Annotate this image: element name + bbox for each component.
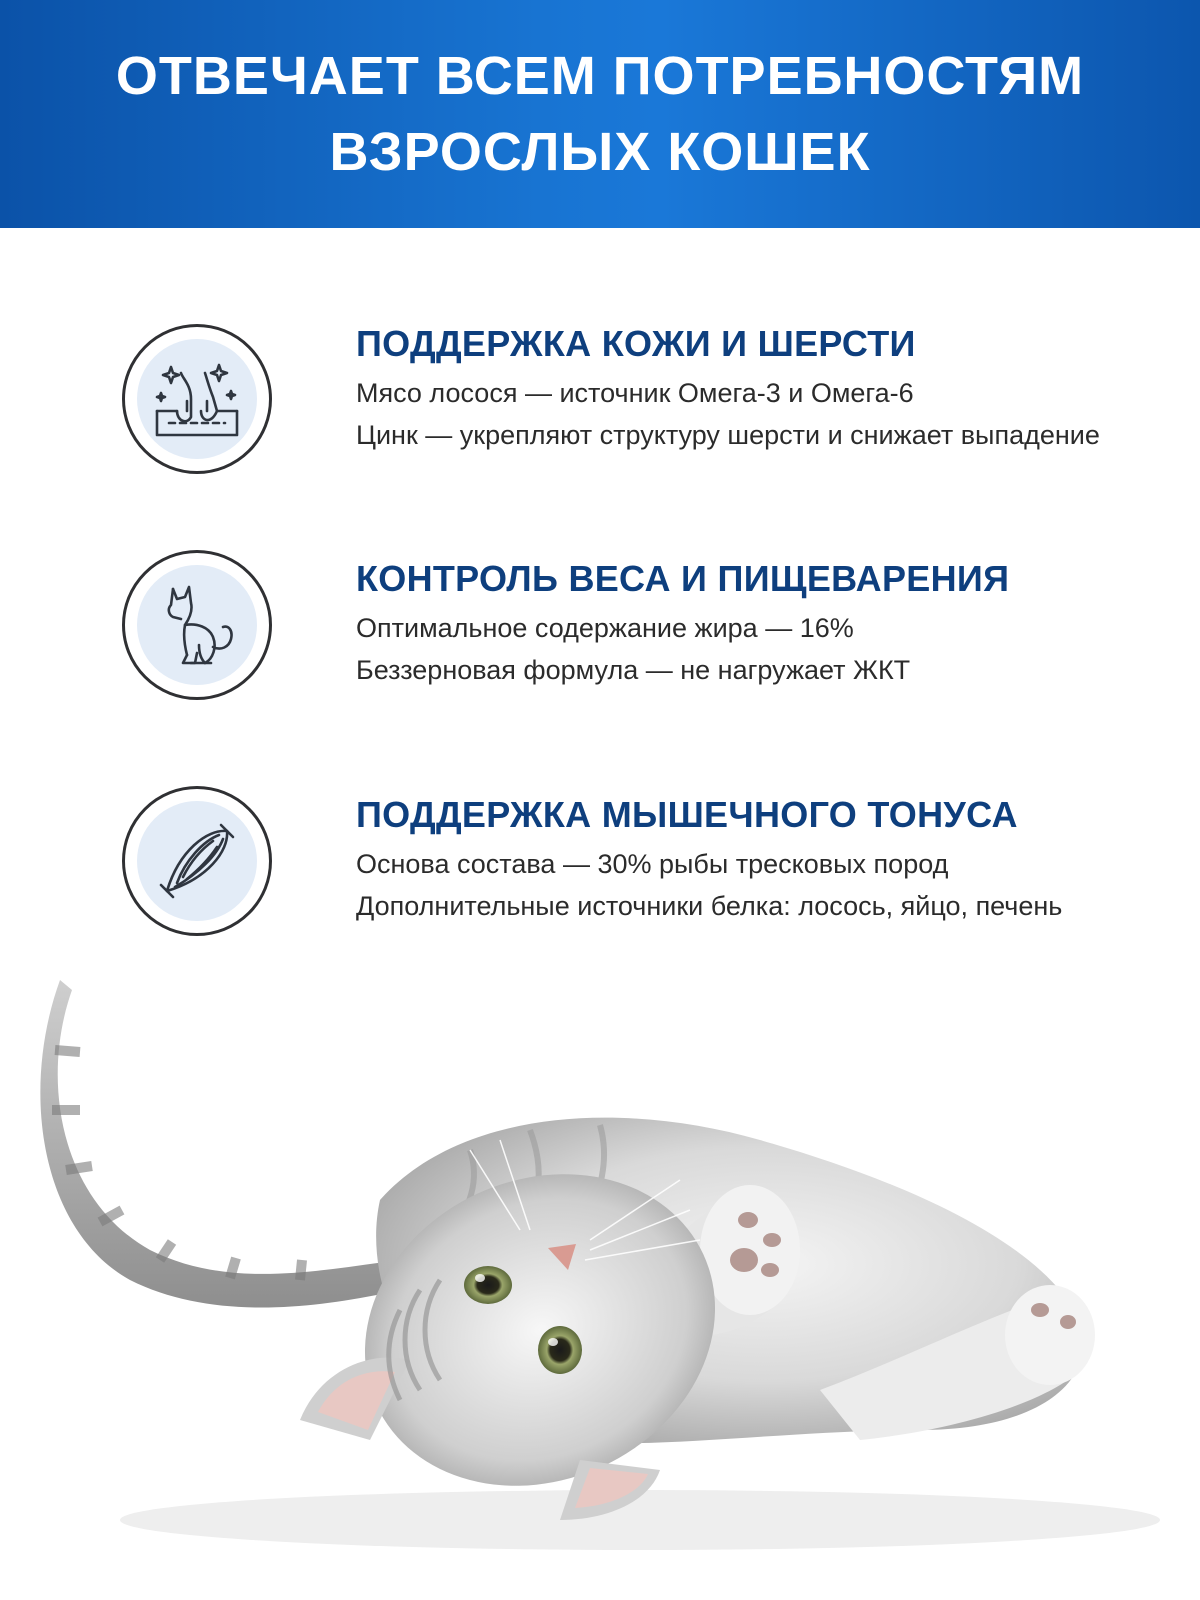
header-banner (0, 0, 1200, 228)
feature-text (356, 322, 1116, 456)
feature-text (356, 793, 1116, 927)
banner-title-line-2: ВЗРОСЛЫХ КОШЕК (329, 122, 871, 182)
feature-line: Беззерновая формула — не нагружает ЖКТ (356, 655, 911, 685)
feature-line: Основа состава — 30% рыбы тресковых пород (356, 849, 949, 879)
hair-follicle-icon (122, 324, 272, 474)
muscle-icon (122, 786, 272, 936)
feature-line: Дополнительные источники белка: лосось, яйцо, печень (356, 891, 1063, 921)
feature-line: Мясо лосося — источник Омега-3 и Омега-6 (356, 378, 914, 408)
feature-line: Цинк — укрепляют структуру шерсти и снижает выпадение (356, 420, 1100, 450)
feature-title: ПОДДЕРЖКА КОЖИ И ШЕРСТИ (356, 323, 916, 364)
banner-title-line-1: ОТВЕЧАЕТ ВСЕМ ПОТРЕБНОСТЯМ (115, 46, 1085, 106)
feature-line: Оптимальное содержание жира — 16% (356, 613, 854, 643)
feature-text (356, 557, 1116, 691)
feature-title: КОНТРОЛЬ ВЕСА И ПИЩЕВАРЕНИЯ (356, 558, 1010, 599)
lying-kitten-photo (0, 960, 1200, 1600)
sitting-cat-icon (122, 550, 272, 700)
feature-title: ПОДДЕРЖКА МЫШЕЧНОГО ТОНУСА (356, 794, 1018, 835)
